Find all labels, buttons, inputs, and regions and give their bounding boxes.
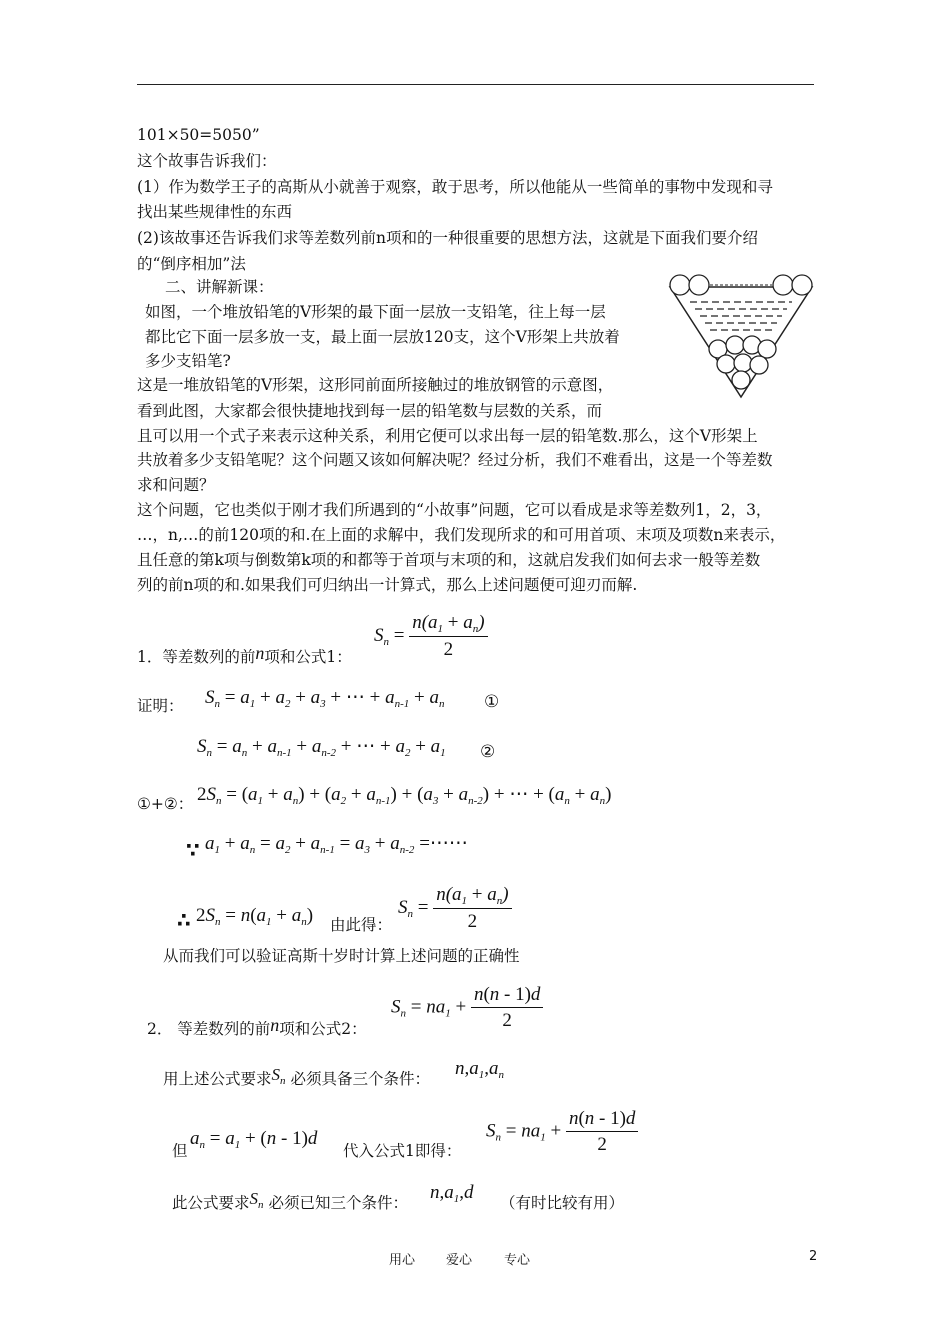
verify-text: 从而我们可以验证高斯十岁时计算上述问题的正确性 <box>163 947 520 965</box>
equation-1: $S_n = a_1 + a_2 + a_3$ + ⋯ + $a_{n-1} + a_n$ <box>205 687 445 710</box>
text-line: 如图，一个堆放铅笔的V形架的最下面一层放一支铅笔，往上每一层 <box>145 303 606 321</box>
section-heading: 二、讲解新课： <box>165 278 274 296</box>
an-formula: $a_n = a_1 + (n - 1)d$ <box>190 1128 318 1151</box>
requirement-vars: $n,a_1,d$ <box>430 1182 474 1205</box>
formula2-result: $S_n = na_1$ + $\frac{n(n - 1)d}{2}$ <box>486 1108 638 1156</box>
text-line: (2)该故事还告诉我们求等差数列前n项和的一种很重要的思想方法，这就是下面我们要介绍 <box>137 229 758 247</box>
substitute-label: 代入公式1即得： <box>343 1142 462 1160</box>
text-line: 找出某些规律性的东西 <box>137 203 293 221</box>
text-line: 且任意的第k项与倒数第k项的和都等于首项与末项的和，这就启发我们如何去求一般等差数 <box>137 551 761 569</box>
footer-word: 用心 <box>389 1253 416 1268</box>
condition-line: 用上述公式要求$S_n$ 必须具备三个条件： <box>163 1065 430 1088</box>
condition-vars: $n,a_1,a_n$ <box>455 1058 504 1081</box>
text-line: (1）作为数学王子的高斯从小就善于观察，敢于思考，所以他能从一些简单的事物中发现和寻 <box>137 178 773 196</box>
proof-label: 证明： <box>137 697 184 715</box>
header-rule <box>137 84 814 85</box>
footer-word: 专心 <box>504 1253 531 1268</box>
text-line: 且可以用一个式子来表示这种关系，利用它便可以求出每一层的铅笔数.那么，这个V形架上 <box>137 427 758 445</box>
text-line: 这个问题，它也类似于刚才我们所遇到的“小故事”问题，它可以看成是求等差数列1，2，3， <box>137 501 772 519</box>
text-line: 的“倒序相加”法 <box>137 255 246 273</box>
requirement-line: 此公式要求$S_n$ 必须已知三个条件： <box>172 1189 408 1212</box>
formula1-display: $S_n$ = $\frac{n(a_1 + a_n)}{2}$ <box>374 612 488 661</box>
formula1-result: $S_n$ = $\frac{n(a_1 + a_n)}{2}$ <box>398 884 512 933</box>
from-this-label: 由此得： <box>330 916 393 934</box>
formula2-label: 2． 等差数列的前n项和公式2： <box>147 1015 367 1038</box>
equation-2sn: $2S_n = n(a_1 + a_n)$ <box>196 905 314 928</box>
text-line: 这个故事告诉我们： <box>137 152 277 170</box>
text-line: 这是一堆放铅笔的V形架，这形同前面所接触过的堆放钢管的示意图， <box>137 376 614 394</box>
equation-equal-pairs: $a_1 + a_n = a_2 + a_{n-1} = a_3 + a_{n-2}$ =⋯⋯ <box>205 833 468 856</box>
but-label: 但 <box>172 1142 188 1160</box>
equation-marker-1: ① <box>484 692 500 712</box>
text-line: 共放着多少支铅笔呢？这个问题又该如何解决呢？经过分析，我们不难看出，这是一个等差数 <box>137 451 773 469</box>
note-text: （有时比较有用） <box>500 1194 625 1212</box>
text-line: 都比它下面一层多放一支，最上面一层放120支，这个V形架上共放着 <box>145 328 620 346</box>
sum-label: ①+②： <box>137 795 194 813</box>
formula1-label: 1．等差数列的前n项和公式1： <box>137 643 352 666</box>
equation-marker-2: ② <box>480 742 496 762</box>
because-symbol: ∵ <box>186 838 200 862</box>
therefore-symbol: ∴ <box>177 908 191 932</box>
equation-2: $S_n = a_n + a_{n-1} + a_{n-2}$ + ⋯ + $a_2 + a_1$ <box>197 736 446 759</box>
v-rack-figure <box>668 271 814 399</box>
page-number: 2 <box>809 1249 818 1264</box>
equation-sum: $2S_n = (a_1 + a_n) + (a_2 + a_{n-1}) + (a_3 + a_{n-2})$ + ⋯ + $(a_n + a_n)$ <box>197 784 612 807</box>
text-line: 求和问题？ <box>137 476 215 494</box>
text-line: 多少支铅笔? <box>145 352 231 370</box>
footer-word: 爱心 <box>446 1253 473 1268</box>
text-line: …，n,…的前120项的和.在上面的求解中，我们发现所求的和可用首项、末项及项数n来表示， <box>137 526 786 544</box>
text-line: 看到此图，大家都会很快捷地找到每一层的铅笔数与层数的关系，而 <box>137 402 603 420</box>
text-line: 101×50=5050” <box>137 126 260 144</box>
formula2-display: $S_n = na_1$ + $\frac{n(n - 1)d}{2}$ <box>391 984 543 1032</box>
text-line: 列的前n项的和.如果我们可归纳出一计算式，那么上述问题便可迎刃而解. <box>137 576 638 594</box>
